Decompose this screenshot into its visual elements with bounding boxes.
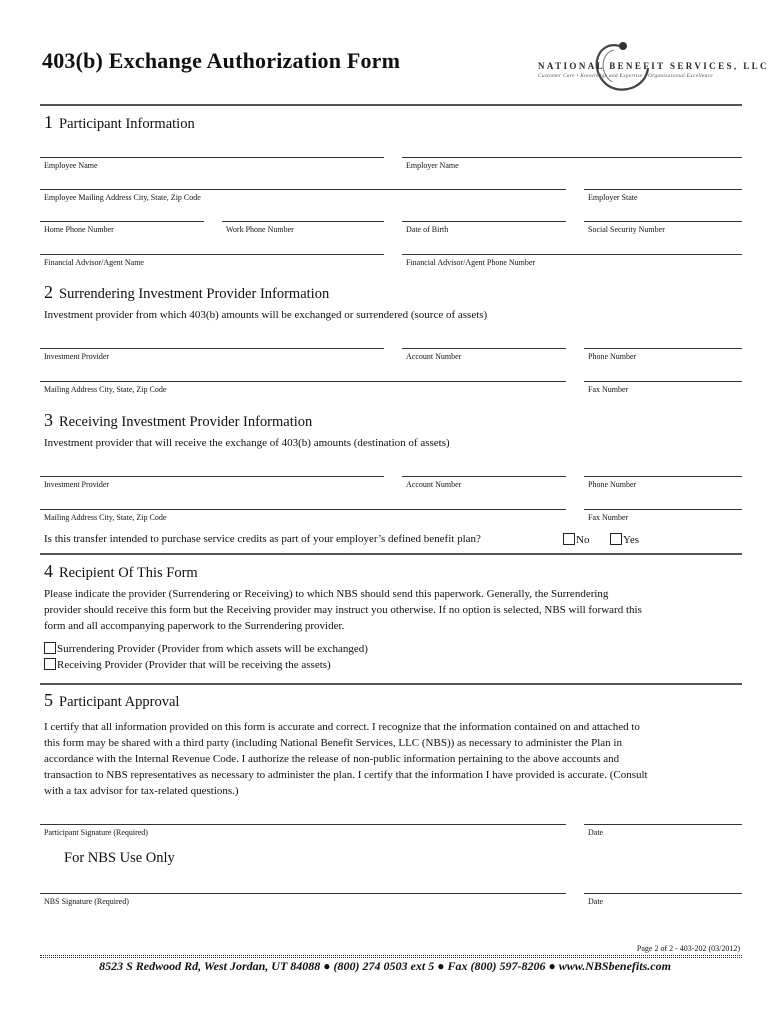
no-checkbox[interactable]	[563, 533, 575, 545]
instruction-line: form and all accompanying paperwork to the Surrendering provider.	[44, 620, 345, 632]
nbs-use-heading: For NBS Use Only	[64, 850, 175, 866]
service-credit-yes-option[interactable]	[610, 533, 639, 546]
footer-divider	[40, 955, 742, 956]
instruction-line: Please indicate the provider (Surrendering or Receiving) to which NBS should send this paperwork. Generally, the Surrendering	[44, 588, 609, 600]
field-label: Date	[588, 897, 604, 906]
section-title: Receiving Investment Provider Information	[59, 414, 313, 430]
receiving-address-field[interactable]	[40, 509, 566, 526]
field-label: Employee Mailing Address City, State, Zip Code	[44, 193, 201, 202]
section-3-description: Investment provider that will receive the exchange of 403(b) amounts (destination of assets)	[44, 437, 450, 449]
logo-company-name: NATIONAL BENEFIT SERVICES, LLC	[538, 61, 769, 71]
nbs-logo	[528, 38, 769, 100]
certification-line: transaction to NBS representatives as necessary to administer the plan. I certify that the information I have provided is accurate. (Consult	[44, 769, 648, 781]
field-label: NBS Signature (Required)	[44, 897, 129, 906]
field-label: Employee Name	[44, 161, 98, 170]
section-title: Recipient Of This Form	[59, 565, 198, 581]
receiving-phone-field[interactable]	[584, 476, 742, 493]
section-divider	[40, 553, 742, 555]
certification-line: this form may be shared with a third party (including National Benefit Services, LLC (NBS)) as necessary to administer the Plan in	[44, 737, 622, 749]
field-label: Work Phone Number	[226, 225, 294, 234]
field-label: Social Security Number	[588, 225, 665, 234]
ssn-field[interactable]	[584, 221, 742, 238]
surrendering-address-field[interactable]	[40, 381, 566, 398]
no-label: No	[576, 534, 590, 546]
receiving-provider-label: Receiving Provider (Provider that will be receiving the assets)	[57, 659, 331, 671]
receiving-provider-checkbox[interactable]	[44, 658, 56, 670]
employee-name-field[interactable]	[40, 157, 384, 174]
section-5-heading	[44, 690, 179, 711]
service-credit-question: Is this transfer intended to purchase service credits as part of your employer’s defined benefit plan?	[44, 533, 481, 545]
surrendering-phone-field[interactable]	[584, 348, 742, 365]
surrendering-provider-field[interactable]	[40, 348, 384, 365]
page-number: Page 2 of 2 - 403-202 (03/2012)	[636, 944, 740, 953]
field-label: Account Number	[406, 352, 462, 361]
nbs-date-field[interactable]	[584, 893, 742, 910]
receiving-provider-option[interactable]	[44, 658, 331, 671]
field-label: Mailing Address City, State, Zip Code	[44, 385, 167, 394]
certification-line: I certify that all information provided on this form is accurate and correct. I recognize that the information contained on and attached to	[44, 721, 640, 733]
section-4-heading	[44, 561, 198, 582]
yes-label: Yes	[623, 534, 640, 546]
instruction-line: provider should receive this form but the Receiving provider may instruct you otherwise. If no option is selected, NBS will forward this	[44, 604, 642, 616]
field-label: Fax Number	[588, 385, 629, 394]
field-label: Date of Birth	[406, 225, 449, 234]
date-of-birth-field[interactable]	[402, 221, 566, 238]
section-title: Participant Approval	[59, 694, 180, 710]
field-label: Date	[588, 828, 604, 837]
field-label: Phone Number	[588, 352, 637, 361]
surrendering-provider-option[interactable]	[44, 642, 368, 655]
section-divider	[40, 104, 742, 106]
employer-name-field[interactable]	[402, 157, 742, 174]
field-label: Participant Signature (Required)	[44, 828, 148, 837]
form-title: 403(b) Exchange Authorization Form	[42, 48, 401, 73]
field-label: Investment Provider	[44, 480, 110, 489]
advisor-name-field[interactable]	[40, 254, 384, 271]
section-2-heading	[44, 282, 329, 303]
employer-state-field[interactable]	[584, 189, 742, 206]
participant-signature-field[interactable]	[40, 824, 566, 841]
receiving-fax-field[interactable]	[584, 509, 742, 526]
field-label: Phone Number	[588, 480, 637, 489]
service-credit-no-option[interactable]	[563, 533, 589, 546]
field-label: Financial Advisor/Agent Phone Number	[406, 258, 536, 267]
section-4-instructions	[44, 586, 642, 634]
field-label: Fax Number	[588, 513, 629, 522]
surrendering-account-field[interactable]	[402, 348, 566, 365]
surrendering-provider-label: Surrendering Provider (Provider from which assets will be exchanged)	[57, 643, 368, 655]
field-label: Employer Name	[406, 161, 459, 170]
field-label: Mailing Address City, State, Zip Code	[44, 513, 167, 522]
footer-divider	[40, 957, 742, 958]
field-label: Investment Provider	[44, 352, 110, 361]
section-divider	[40, 683, 742, 685]
surrendering-provider-checkbox[interactable]	[44, 642, 56, 654]
mailing-address-field[interactable]	[40, 189, 566, 206]
nbs-signature-field[interactable]	[40, 893, 566, 910]
surrendering-fax-field[interactable]	[584, 381, 742, 398]
field-label: Financial Advisor/Agent Name	[44, 258, 144, 267]
receiving-account-field[interactable]	[402, 476, 566, 493]
receiving-provider-field[interactable]	[40, 476, 384, 493]
field-label: Home Phone Number	[44, 225, 114, 234]
certification-text	[44, 719, 648, 799]
logo-tagline: Customer Care • Knowledge and Expertise • Organizational Excellence	[538, 73, 713, 79]
section-number: 5	[44, 690, 53, 710]
home-phone-field[interactable]	[40, 221, 204, 238]
section-number: 4	[44, 561, 53, 581]
section-number: 1	[44, 112, 53, 132]
work-phone-field[interactable]	[222, 221, 384, 238]
section-number: 2	[44, 282, 53, 302]
section-2-description: Investment provider from which 403(b) amounts will be exchanged or surrendered (source of assets)	[44, 309, 488, 321]
section-number: 3	[44, 410, 53, 430]
footer-contact: 8523 S Redwood Rd, West Jordan, UT 84088 ● (800) 274 0503 ext 5 ● Fax (800) 597-8206 ● www.NBSbenefits.com	[99, 959, 671, 973]
section-3-heading	[44, 410, 312, 431]
advisor-phone-field[interactable]	[402, 254, 742, 271]
yes-checkbox[interactable]	[610, 533, 622, 545]
section-1-heading	[44, 112, 195, 133]
certification-line: accordance with the Internal Revenue Code. I authorize the release of non-public information pertaining to the above accounts and	[44, 753, 620, 765]
field-label: Employer State	[588, 193, 638, 202]
participant-date-field[interactable]	[584, 824, 742, 841]
section-title: Surrendering Investment Provider Information	[59, 286, 330, 302]
section-title: Participant Information	[59, 116, 195, 132]
certification-line: with a tax advisor for tax-related questions.)	[44, 785, 239, 797]
field-label: Account Number	[406, 480, 462, 489]
